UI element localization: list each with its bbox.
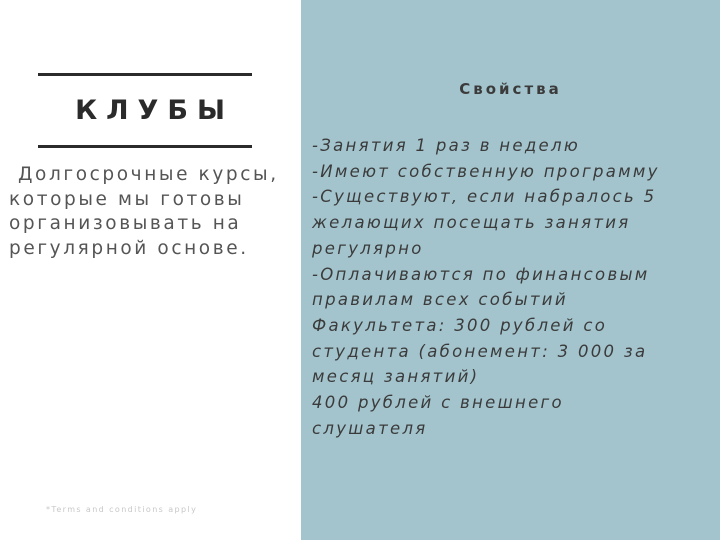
description-line: организовывать на	[9, 213, 242, 234]
properties-list	[312, 133, 717, 441]
description	[9, 163, 309, 261]
property-line: слушателя	[312, 418, 428, 438]
property-line: месяц занятий)	[312, 367, 480, 387]
property-line: -Оплачиваются по финансовым	[312, 264, 650, 284]
footnote: *Terms and conditions apply	[46, 505, 198, 514]
property-line: 400 рублей с внешнего	[312, 393, 564, 413]
properties-heading: Свойства	[459, 80, 562, 98]
property-line: желающих посещать занятия	[312, 213, 631, 233]
property-line: -Имеют собственную программу	[312, 161, 660, 181]
title-top-rule	[38, 73, 252, 76]
property-line: -Существуют, если набралось 5	[312, 187, 657, 207]
title-bottom-rule	[38, 145, 252, 148]
description-line: Долгосрочные курсы,	[18, 164, 279, 185]
description-line: регулярной основе.	[9, 237, 249, 259]
description-line: которые мы готовы	[9, 188, 245, 210]
property-line: регулярно	[312, 238, 424, 258]
page-title: КЛУБЫ	[75, 95, 234, 126]
property-line: студента (абонемент: 3 000 за	[312, 341, 648, 361]
property-line: правилам всех событий	[312, 290, 568, 310]
property-line: -Занятия 1 раз в неделю	[312, 136, 581, 155]
property-line: Факультета: 300 рублей со	[312, 315, 608, 335]
left-panel	[0, 0, 301, 540]
